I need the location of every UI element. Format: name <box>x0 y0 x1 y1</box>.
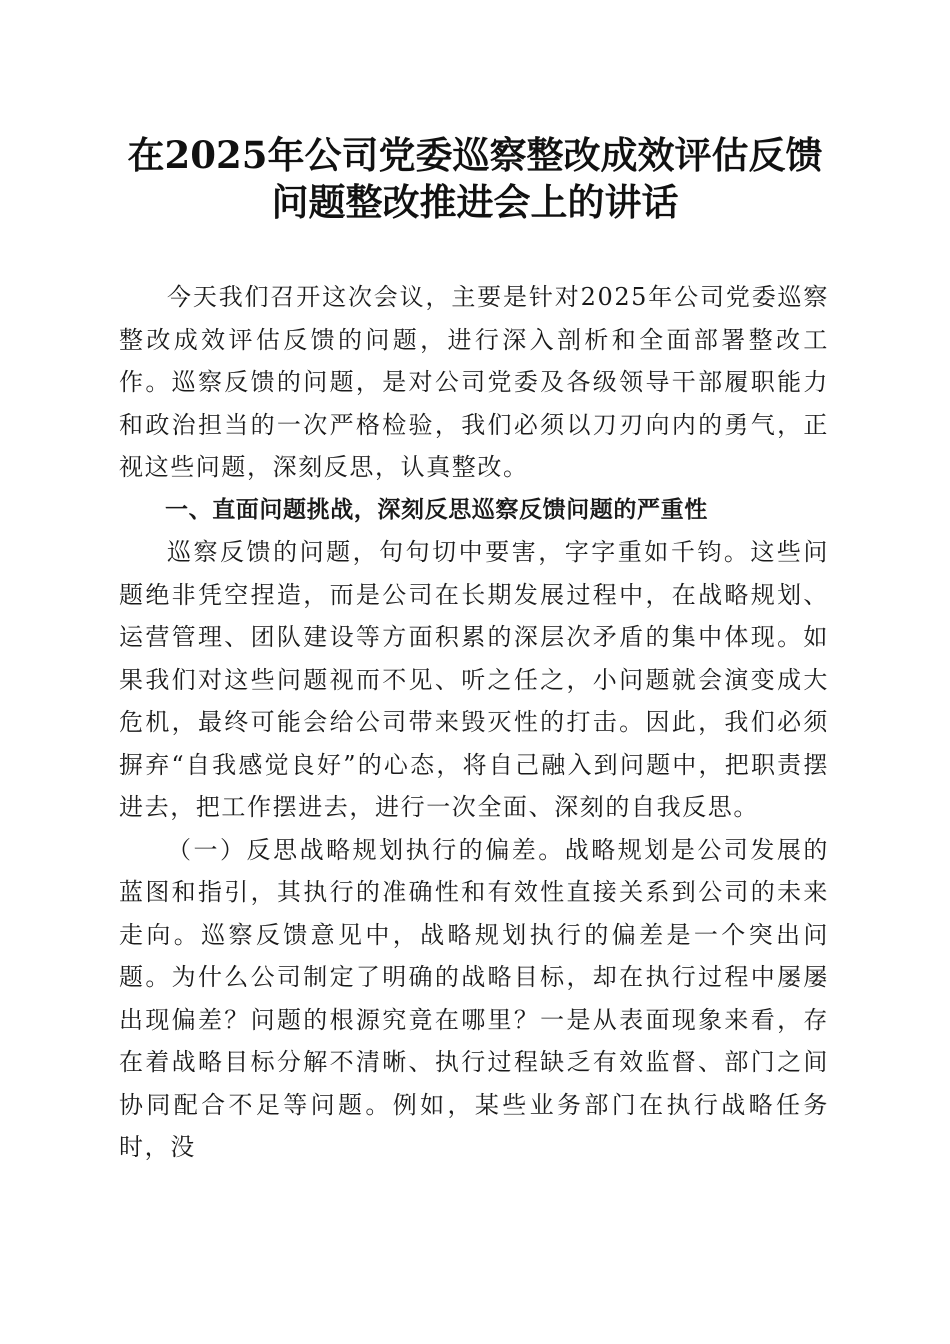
document-title: 在2025年公司党委巡察整改成效评估反馈问题整改推进会上的讲话 <box>127 133 823 224</box>
document-body <box>119 276 829 1169</box>
section-1-paragraph: 巡察反馈的问题，句句切中要害，字字重如千钧。这些问题绝非凭空捏造，而是公司在长期发展过程中，在战略规划、运营管理、团队建设等方面积累的深层次矛盾的集中体现。如果我们对这些问题视而不见、听之任之，小问题就会演变成大危机，最终可能会给公司带来毁灭性的打击。因此，我们必须摒弃“自我感觉良好”的心态，将自己融入到问题中，把职责摆进去，把工作摆进去，进行一次全面、深刻的自我反思。 <box>119 538 829 821</box>
intro-paragraph: 今天我们召开这次会议，主要是针对2025年公司党委巡察整改成效评估反馈的问题，进行深入剖析和全面部署整改工作。巡察反馈的问题，是对公司党委及各级领导干部履职能力和政治担当的一次严格检验，我们必须以刀刃向内的勇气，正视这些问题，深刻反思，认真整改。 <box>119 283 829 481</box>
subsection-1-paragraph: （一）反思战略规划执行的偏差。战略规划是公司发展的蓝图和指引，其执行的准确性和有效性直接关系到公司的未来走向。巡察反馈意见中，战略规划执行的偏差是一个突出问题。为什么公司制定了明确的战略目标，却在执行过程中屡屡出现偏差？问题的根源究竟在哪里？一是从表面现象来看，存在着战略目标分解不清晰、执行过程缺乏有效监督、部门之间协同配合不足等问题。例如，某些业务部门在执行战略任务时，没 <box>119 835 829 1161</box>
section-heading-1: 一、直面问题挑战，深刻反思巡察反馈问题的严重性 <box>165 496 708 523</box>
